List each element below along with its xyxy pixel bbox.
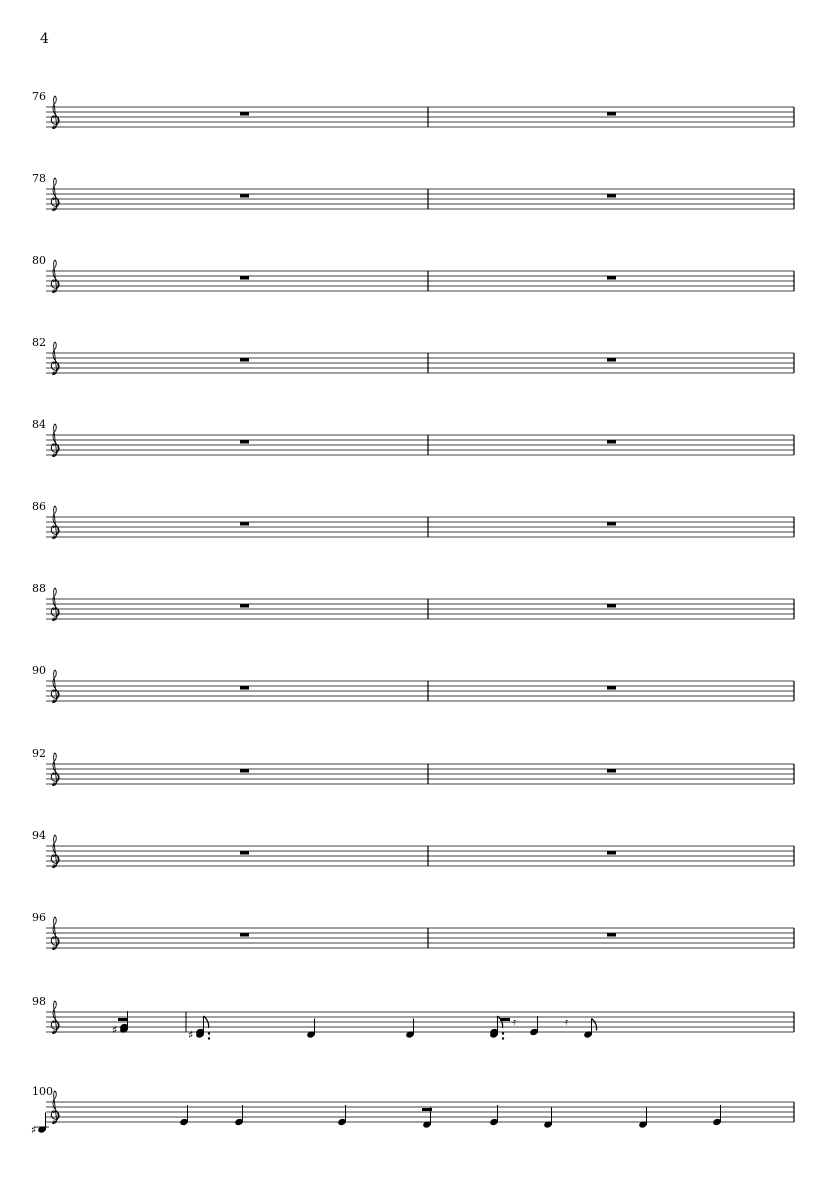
measure-number: 78 [32,172,46,185]
treble-clef-icon [51,835,59,868]
staff-system [32,911,794,950]
whole-rest-icon [240,686,249,690]
treble-clef-icon [51,506,59,539]
measure-number: 90 [32,664,46,677]
sixteenth-rest-icon: 𝄿 [513,1017,517,1028]
measure-number: 82 [32,336,46,349]
staff-system [32,254,794,293]
measure-number: 84 [32,418,46,431]
whole-rest-icon [240,604,249,608]
whole-rest-icon [607,276,616,280]
whole-rest-icon [607,933,616,937]
page-number: 4 [40,31,49,47]
treble-clef-icon [51,753,59,786]
staff-system [32,664,794,703]
sharp-icon: ♯ [31,1123,37,1137]
treble-clef-icon [51,96,59,129]
measure-number: 92 [32,747,46,760]
staff-system [32,418,794,457]
staff-system [32,747,794,786]
note-flag [592,1019,597,1031]
treble-clef-icon [51,342,59,375]
staff-system [32,90,794,129]
measure-number: 96 [32,911,46,924]
rest-icon [500,1018,510,1021]
whole-rest-icon [607,112,616,116]
sixteenth-rest-icon: 𝄿 [565,1017,569,1028]
whole-rest-icon [607,522,616,526]
sharp-icon: ♯ [188,1028,194,1042]
whole-rest-icon [607,358,616,362]
whole-rest-icon [607,604,616,608]
measure-number: 88 [32,582,46,595]
whole-rest-icon [607,851,616,855]
augmentation-dot [208,1032,210,1034]
treble-clef-icon [51,917,59,950]
whole-rest-icon [240,276,249,280]
staff-system [32,582,794,621]
whole-rest-icon [240,194,249,198]
whole-rest-icon [240,851,249,855]
treble-clef-icon [51,588,59,621]
staff-system [32,336,794,375]
measure-number: 80 [32,254,46,267]
rest-icon [118,1018,128,1021]
measure-number: 86 [32,500,46,513]
measure-number: 98 [32,995,46,1008]
treble-clef-icon [51,178,59,211]
augmentation-dot [502,1032,504,1034]
staff-system [32,172,794,211]
treble-clef-icon [51,1001,59,1034]
staff-system [31,1085,794,1137]
treble-clef-icon [51,260,59,293]
treble-clef-icon [51,670,59,703]
staff-system [32,995,794,1042]
augmentation-dot [502,1037,504,1039]
measure-number: 94 [32,829,46,842]
whole-rest-icon [240,769,249,773]
sharp-icon: ♯ [112,1023,118,1037]
whole-rest-icon [607,194,616,198]
staff-system [32,500,794,539]
whole-rest-icon [240,440,249,444]
whole-rest-icon [240,522,249,526]
whole-rest-icon [240,358,249,362]
augmentation-dot [208,1037,210,1039]
staff-system [32,829,794,868]
whole-rest-icon [607,686,616,690]
whole-rest-icon [607,440,616,444]
treble-clef-icon [51,424,59,457]
rest-icon [422,1108,432,1111]
measure-number: 76 [32,90,46,103]
whole-rest-icon [607,769,616,773]
measure-number: 100 [32,1085,53,1098]
whole-rest-icon [240,933,249,937]
whole-rest-icon [240,112,249,116]
